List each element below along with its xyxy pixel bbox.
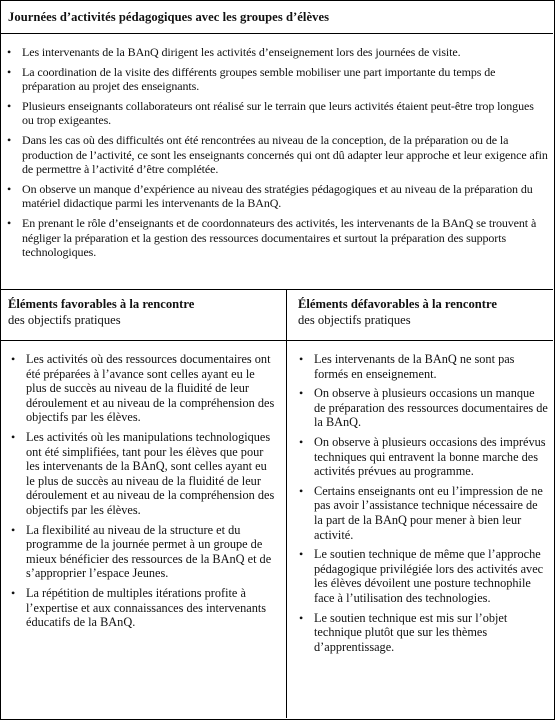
- list-item: • On observe un manque d’expérience au niveau des stratégies pédagogiques et au niveau de la préparation du matériel didactique parmi les intervenants de la BAnQ.: [7, 181, 533, 211]
- list-item: • Les activités où des ressources documentaires ont été préparées à l’avance sont celles ayant eu le plus de succès au niveau de la fluidité de leur déroulement et au niveau de la compréhension des objectifs par les élèves.: [11, 352, 275, 425]
- bullet-icon: •: [7, 132, 12, 147]
- list-item: • On observe à plusieurs occasions un manque de préparation des ressources documentaires de la BAnQ.: [299, 386, 548, 430]
- favorable-list: [8, 352, 276, 635]
- bullet-icon: •: [299, 483, 304, 498]
- divider: [0, 33, 553, 34]
- list-item: • Les intervenants de la BAnQ ne sont pas formés en enseignement.: [299, 352, 515, 381]
- unfavorable-heading: Éléments défavorables à la rencontre des objectifs pratiques: [298, 297, 497, 327]
- bullet-icon: •: [11, 352, 16, 366]
- list-item: • La répétition de multiples itérations profite à l’expertise et aux connaissances des intervenants éducatifs de la BAnQ.: [11, 585, 267, 630]
- list-item: • Certains enseignants ont eu l’impression de ne pas avoir l’assistance technique nécessaire de la part de la BAnQ pour mener à bien leur activité.: [299, 483, 543, 542]
- divider: [0, 289, 553, 290]
- bullet-icon: •: [299, 434, 304, 449]
- bullet-icon: •: [299, 547, 304, 562]
- bullet-icon: •: [7, 45, 12, 59]
- list-item: • Le soutien technique est mis sur l’objet technique plutôt que sur les thèmes d’apprentissage.: [299, 610, 508, 654]
- favorable-heading: Éléments favorables à la rencontre des objectifs pratiques: [8, 297, 195, 327]
- bullet-icon: •: [11, 429, 16, 444]
- list-item: • On observe à plusieurs occasions des imprévus techniques qui entravent la bonne marche des activités prévues au programme.: [299, 434, 546, 479]
- top-bullet-list: [4, 45, 548, 265]
- divider: [0, 340, 553, 341]
- bullet-icon: •: [299, 610, 304, 625]
- bullet-icon: •: [11, 522, 16, 537]
- list-item: • Plusieurs enseignants collaborateurs ont réalisé sur le terrain que leurs activités étaient peut-être trop longues ou trop exigeantes.: [7, 98, 534, 128]
- section-title: Journées d’activités pédagogiques avec les groupes d’élèves: [8, 10, 330, 24]
- bullet-icon: •: [11, 585, 16, 600]
- list-item: • Le soutien technique de même que l’approche pédagogique privilégiée lors des activités avec les élèves dévoilent une posture technophile face à l’utilisation des technologies.: [299, 547, 544, 605]
- bullet-icon: •: [299, 386, 304, 401]
- list-item: • Les activités où les manipulations technologiques ont été simplifiées, tant pour les élèves que pour les intervenants de la BAnQ, sont celles ayant eu le plus de succès au niveau de la fluidité de leur déroulement et au niveau de la compréhension des objectifs par les élèves.: [11, 429, 275, 517]
- unfavorable-list: [296, 352, 548, 659]
- column-divider: [286, 289, 287, 718]
- list-item: • Les intervenants de la BAnQ dirigent les activités d’enseignement lors des journées de visite.: [7, 45, 461, 59]
- bullet-icon: •: [299, 352, 304, 366]
- bullet-icon: •: [7, 215, 12, 230]
- list-item: • En prenant le rôle d’enseignants et de coordonnateurs des activités, les intervenants de la BAnQ se trouvent à négliger la préparation et la gestion des ressources documentaires et surtout la préparation des supports technologiques.: [7, 215, 537, 260]
- list-item: • Dans les cas où des difficultés ont été rencontrées au niveau de la conception, de la préparation ou de la production de l’activité, ce sont les enseignants concernés qui ont dû adapter leur approche et leur exigence afin de permettre à l’activité d’être complétée.: [7, 132, 548, 177]
- bullet-icon: •: [7, 98, 12, 113]
- list-item: • La coordination de la visite des différents groupes semble mobiliser une part importante du temps de préparation au projet des enseignants.: [7, 64, 496, 94]
- bullet-icon: •: [7, 181, 12, 196]
- list-item: • La flexibilité au niveau de la structure et du programme de la journée permet à un groupe de mieux bénéficier des ressources de la BAnQ et de s’approprier l’espace Jeunes.: [11, 522, 272, 581]
- bullet-icon: •: [7, 64, 12, 79]
